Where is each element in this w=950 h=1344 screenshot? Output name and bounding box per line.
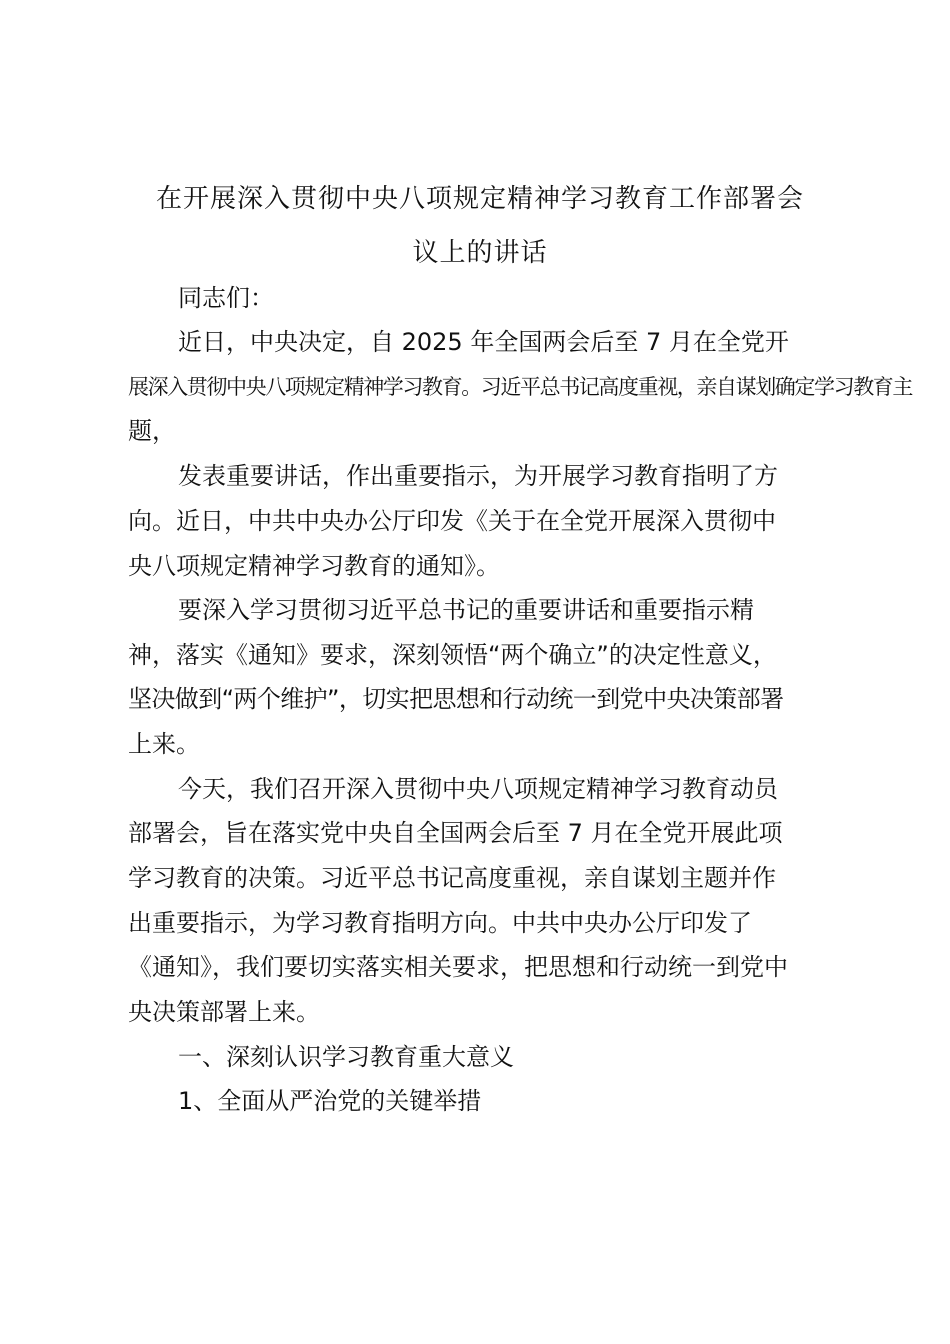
salutation: 同志们： [178,284,274,312]
paragraph-line: 今天，我们召开深入贯彻中央八项规定精神学习教育动员 [178,775,778,803]
paragraph-line: 上来。 [128,730,200,758]
paragraph-line: 央决策部署上来。 [128,998,320,1026]
paragraph-line: 部署会，旨在落实党中央自全国两会后至 7 月在全党开展此项 [128,819,783,847]
paragraph-line: 题， [128,417,176,445]
paragraph-line: 《通知》，我们要切实落实相关要求，把思想和行动统一到党中 [128,953,788,981]
document-title [128,172,832,280]
title-line-2: 议上的讲话 [412,238,548,268]
paragraph-line: 发表重要讲话，作出重要指示，为开展学习教育指明了方 [178,462,778,490]
subsection-heading: 1、全面从严治党的关键举措 [178,1087,482,1115]
paragraph-line: 神，落实《通知》要求，深刻领悟“两个确立”的决定性意义， [128,641,777,669]
paragraph-line: 出重要指示，为学习教育指明方向。中共中央办公厅印发了 [128,909,752,937]
paragraph-line: 展深入贯彻中央八项规定精神学习教育。习近平总书记高度重视，亲自谋划确定学习教育主 [128,375,912,399]
title-line-1: 在开展深入贯彻中央八项规定精神学习教育工作部署会 [155,184,804,214]
paragraph-line: 要深入学习贯彻习近平总书记的重要讲话和重要指示精 [178,596,754,624]
paragraph-line: 央八项规定精神学习教育的通知》。 [128,552,500,580]
paragraph-line: 学习教育的决策。习近平总书记高度重视，亲自谋划主题并作 [128,864,776,892]
paragraph-line: 近日，中央决定，自 2025 年全国两会后至 7 月在全党开 [178,328,789,356]
section-heading: 一、深刻认识学习教育重大意义 [178,1043,514,1071]
paragraph-line: 坚决做到“两个维护”，切实把思想和行动统一到党中央决策部署 [128,685,784,713]
paragraph-line: 向。近日，中共中央办公厅印发《关于在全党开展深入贯彻中 [128,507,776,535]
